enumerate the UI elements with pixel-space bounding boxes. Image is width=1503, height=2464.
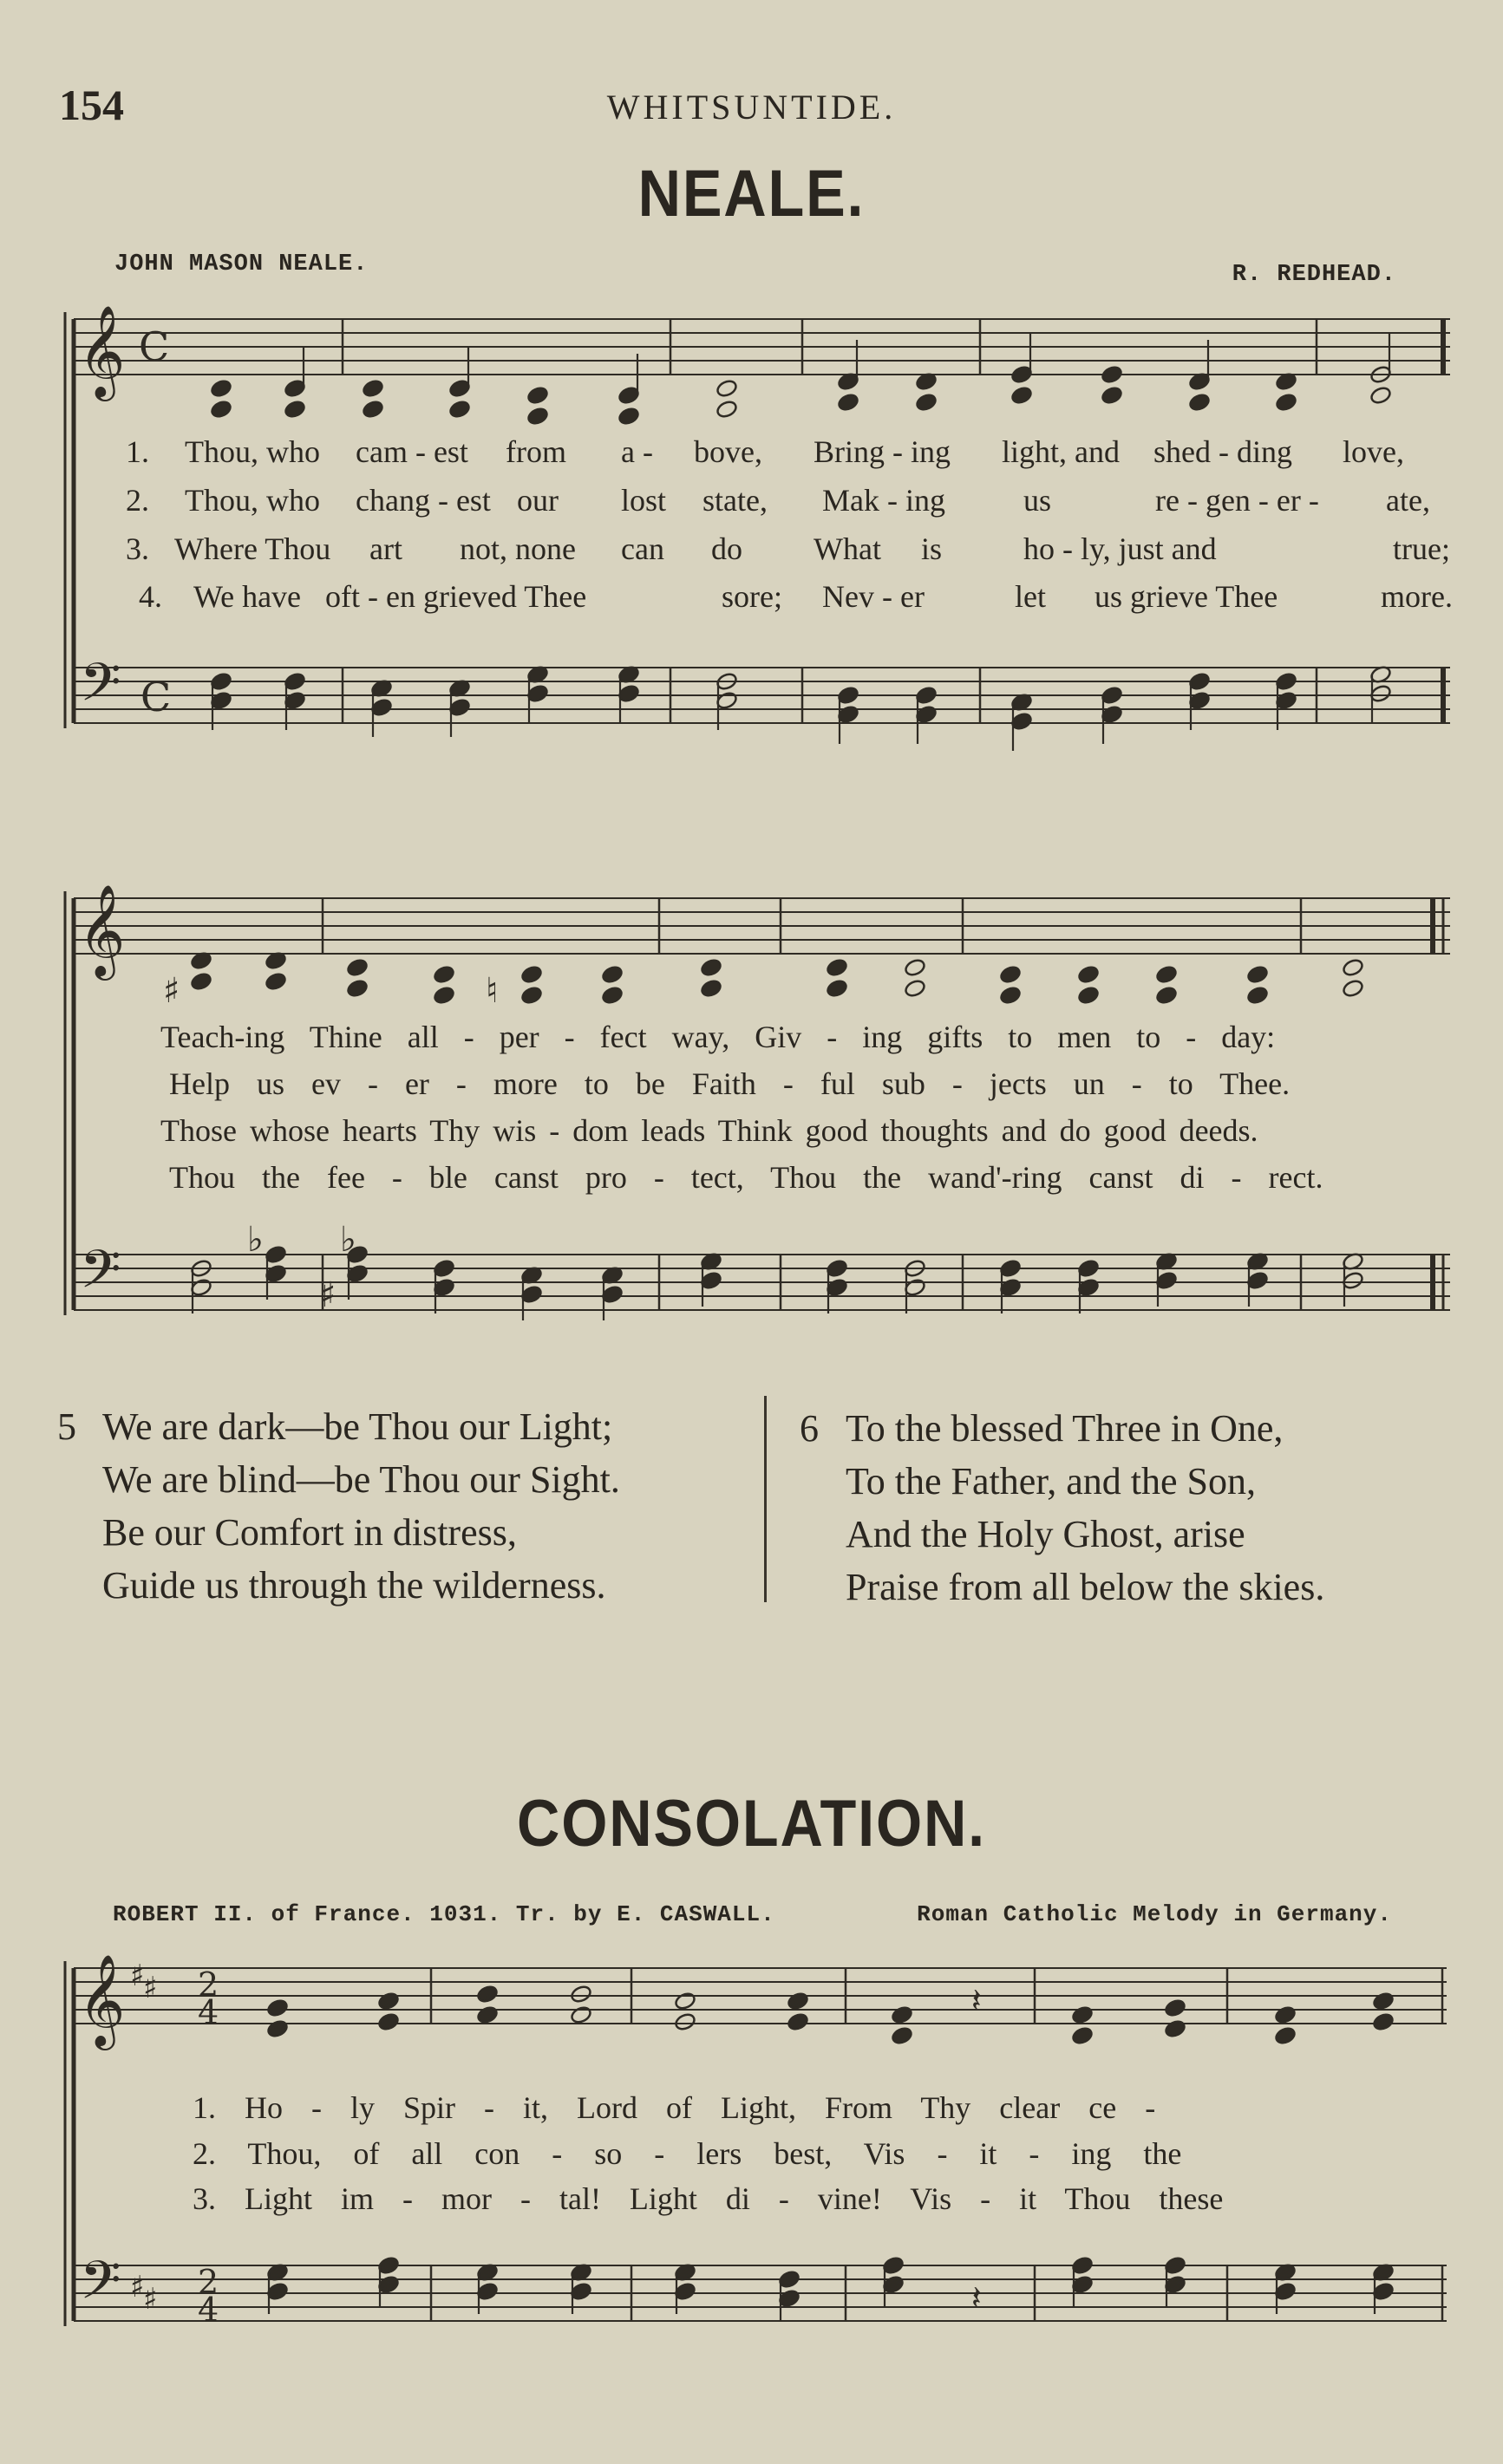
note-head — [1246, 986, 1269, 1006]
verse-6-line-2: To the Father, and the Son, — [846, 1460, 1256, 1503]
time-signature: C — [139, 323, 170, 370]
note-head — [915, 393, 938, 413]
flat-sign: ♭ — [247, 1220, 264, 1260]
note-head — [346, 979, 369, 999]
hymn1-system2-lyric-4: Thou the fee - ble canst pro - tect, Thou the wand'-ring canst di - rect. — [169, 1160, 1323, 1195]
lyric-syllable: re - gen - er - — [1155, 483, 1319, 518]
verse-5-line-4: Guide us through the wilderness. — [102, 1564, 606, 1607]
hymn2-composer: Roman Catholic Melody in Germany. — [917, 1901, 1392, 1927]
time-signature: 4 — [198, 2291, 219, 2329]
note-head — [433, 986, 455, 1006]
note-head — [1164, 2019, 1186, 2039]
note-head — [1101, 386, 1123, 406]
lyric-syllable: Thou, who — [185, 483, 320, 518]
note-head — [700, 958, 722, 978]
verse-6-line-1: To the blessed Three in One, — [846, 1407, 1284, 1450]
note-head — [837, 393, 859, 413]
lyric-syllable: light, and — [1002, 434, 1120, 469]
lyric-syllable: Thou, who — [185, 434, 320, 469]
note-head — [210, 400, 232, 420]
lyric-syllable: Mak - ing — [822, 483, 945, 518]
note-head — [674, 1991, 696, 2011]
note-head — [716, 379, 738, 399]
note-head — [1155, 986, 1178, 1006]
time-signature: 4 — [198, 1993, 219, 2031]
note-head — [284, 400, 306, 420]
lyric-syllable: We have — [193, 579, 302, 614]
flat-sign: ♭ — [340, 1220, 356, 1260]
lyric-syllable: Nev - er — [822, 579, 925, 614]
note-head — [1372, 1991, 1395, 2011]
rest: 𝄽 — [971, 2278, 982, 2317]
note-head — [601, 965, 624, 985]
lyric-syllable: What — [814, 531, 881, 566]
note-head — [826, 979, 848, 999]
note-head — [1164, 1998, 1186, 2018]
hymn-title-neale: NEALE. — [637, 157, 866, 231]
lyric-syllable: sore; — [722, 579, 782, 614]
lyric-syllable: not, none — [460, 531, 576, 566]
note-head — [1369, 386, 1392, 406]
lyric-syllable: lost — [621, 483, 667, 518]
lyric-syllable: Where Thou — [174, 531, 331, 566]
lyric-syllable: state, — [702, 483, 768, 518]
note-head — [570, 1985, 592, 2004]
note-head — [999, 986, 1022, 1006]
treble-clef: 𝄞 — [78, 304, 126, 397]
verse-6-number: 6 — [800, 1407, 819, 1450]
hymn1-author: JOHN MASON NEALE. — [114, 251, 369, 277]
note-head — [1155, 965, 1178, 985]
lyric-syllable: cam - est — [356, 434, 468, 469]
note-head — [904, 979, 926, 999]
note-head — [1275, 393, 1297, 413]
lyric-syllable: can — [621, 531, 664, 566]
lyric-syllable: ho - ly, just and — [1023, 531, 1217, 566]
note-head — [1101, 365, 1123, 385]
note-head — [1188, 393, 1211, 413]
key-signature: ♯ — [130, 2270, 145, 2304]
note-head — [1077, 965, 1100, 985]
note-head — [1071, 2005, 1094, 2025]
note-head — [1372, 2012, 1395, 2032]
time-signature: 2 — [198, 1965, 219, 2004]
lyric-syllable: Bring - ing — [814, 434, 951, 469]
hymn2-author: ROBERT II. of France. 1031. Tr. by E. CASWALL. — [113, 1901, 775, 1927]
lyric-syllable: true; — [1393, 531, 1450, 566]
verse-divider — [764, 1396, 767, 1602]
bass-clef: 𝄢 — [80, 652, 121, 727]
note-head — [700, 979, 722, 999]
note-head — [1077, 986, 1100, 1006]
lyric-syllable: do — [711, 531, 742, 566]
hymn2-lyric-2: 2. Thou, of all con - so - lers best, Vis - it - ing the — [193, 2136, 1182, 2171]
lyric-syllable: love, — [1343, 434, 1404, 469]
lyric-syllable: chang - est — [356, 483, 491, 518]
lyric-syllable: art — [369, 531, 402, 566]
lyric-syllable: 4. — [139, 579, 162, 614]
note-head — [265, 972, 287, 992]
note-head — [891, 2026, 913, 2046]
lyric-syllable: shed - ding — [1153, 434, 1292, 469]
note-head — [377, 1991, 400, 2011]
hymn-title-consolation: CONSOLATION. — [517, 1787, 986, 1861]
treble-clef: 𝄞 — [78, 1953, 126, 2046]
note-head — [266, 1998, 289, 2018]
note-head — [362, 400, 384, 420]
hymn1-system2-lyric-3: Those whose hearts Thy wis - dom leads Think good thoughts and do good deeds. — [160, 1113, 1258, 1148]
note-head — [826, 958, 848, 978]
sharp-sign: ♯ — [163, 971, 180, 1011]
note-head — [476, 2005, 499, 2025]
note-head — [526, 407, 549, 427]
verse-5-line-1: We are dark—be Thou our Light; — [102, 1405, 613, 1448]
note-head — [210, 379, 232, 399]
note-head — [674, 2012, 696, 2032]
lyric-syllable: let — [1015, 579, 1046, 614]
note-head — [570, 2005, 592, 2025]
note-head — [1071, 2026, 1094, 2046]
note-head — [1274, 2026, 1297, 2046]
note-head — [526, 386, 549, 406]
note-head — [787, 2012, 809, 2032]
verse-6-line-4: Praise from all below the skies. — [846, 1566, 1325, 1608]
time-signature: C — [140, 674, 172, 720]
note-head — [1010, 386, 1033, 406]
key-signature: ♯ — [143, 2282, 158, 2317]
note-head — [1342, 979, 1364, 999]
lyric-syllable: a - — [621, 434, 653, 469]
lyric-syllable: ate, — [1386, 483, 1430, 518]
hymn2-lyric-3: 3. Light im - mor - tal! Light di - vine! Vis - it Thou these — [193, 2181, 1224, 2216]
note-head — [999, 965, 1022, 985]
lyric-syllable: us grieve Thee — [1095, 579, 1278, 614]
verse-5-line-3: Be our Comfort in distress, — [102, 1511, 517, 1554]
bass-clef: 𝄢 — [80, 2250, 121, 2324]
lyric-syllable: 2. — [126, 483, 149, 518]
note-head — [476, 1985, 499, 2004]
note-head — [520, 965, 543, 985]
note-head — [1342, 958, 1364, 978]
note-head — [716, 400, 738, 420]
hymn2-lyric-1: 1. Ho - ly Spir - it, Lord of Light, From Thy clear ce - — [193, 2090, 1156, 2125]
key-signature: ♯ — [130, 1959, 145, 1993]
lyric-syllable: from — [506, 434, 566, 469]
note-head — [520, 986, 543, 1006]
note-head — [362, 379, 384, 399]
lyric-syllable: bove, — [694, 434, 762, 469]
lyric-syllable: 3. — [126, 531, 149, 566]
sharp-sign: ♯ — [319, 1275, 337, 1315]
natural-sign: ♮ — [486, 971, 499, 1011]
lyric-syllable: more. — [1381, 579, 1453, 614]
bass-clef: 𝄢 — [80, 1239, 121, 1313]
note-head — [377, 2012, 400, 2032]
lyric-syllable: our — [517, 483, 559, 518]
key-signature: ♯ — [143, 1971, 158, 2005]
note-head — [601, 986, 624, 1006]
page-number: 154 — [59, 81, 124, 129]
note-head — [346, 958, 369, 978]
running-head: WHITSUNTIDE. — [606, 88, 897, 127]
note-head — [787, 1991, 809, 2011]
lyric-syllable: 1. — [126, 434, 149, 469]
note-head — [266, 2019, 289, 2039]
verse-5 — [102, 1400, 620, 1612]
lyric-syllable: is — [921, 531, 943, 566]
lyric-syllable: us — [1023, 483, 1052, 518]
time-signature: 2 — [198, 2263, 219, 2301]
verse-5-line-2: We are blind—be Thou our Sight. — [102, 1458, 620, 1501]
note-head — [891, 2005, 913, 2025]
note-head — [448, 400, 471, 420]
note-head — [190, 972, 212, 992]
verse-6 — [846, 1402, 1324, 1613]
lyric-syllable: oft - en grieved Thee — [325, 579, 587, 614]
hymn1-composer: R. REDHEAD. — [1232, 262, 1396, 288]
verse-6-line-3: And the Holy Ghost, arise — [846, 1513, 1245, 1555]
note-head — [618, 407, 640, 427]
note-head — [1246, 965, 1269, 985]
note-head — [433, 965, 455, 985]
rest: 𝄽 — [971, 1981, 982, 2019]
hymn1-system2-lyric-1: Teach-ing Thine all - per - fect way, Giv - ing gifts to men to - day: — [160, 1020, 1276, 1054]
verse-5-number: 5 — [57, 1405, 76, 1448]
note-head — [1274, 2005, 1297, 2025]
treble-clef: 𝄞 — [78, 883, 126, 976]
note-head — [904, 958, 926, 978]
hymn1-system2-lyric-2: Help us ev - er - more to be Faith - ful sub - jects un - to Thee. — [169, 1066, 1291, 1101]
